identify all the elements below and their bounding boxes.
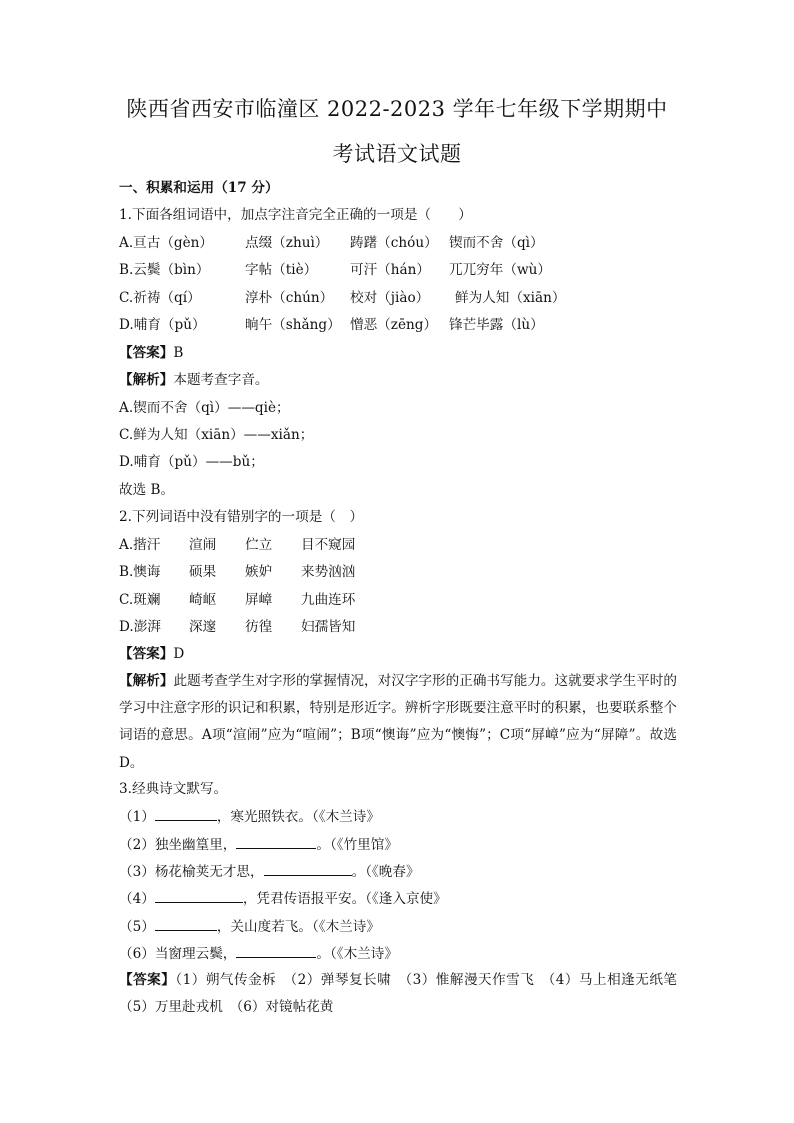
option-word: 屏嶂 [245,592,273,608]
q1-analysis-detail: C.鲜为人知（xiān）——xiǎn； [119,427,314,443]
q2-analysis [119,668,677,777]
option-word: 憎恶（zēng） [350,317,438,333]
answer-blank [155,806,217,821]
option-word: B.云鬓（bìn） [119,262,210,278]
option-word: 目不窥园 [301,537,356,553]
option-word: 来势汹汹 [301,564,356,580]
q3-item [119,943,398,964]
item-text: 独坐幽篁里， [154,837,237,853]
option-word: 九曲连环 [301,592,356,608]
question-1-stem: 1.下面各组词语中，加点字注音完全正确的一项是（ ） [119,207,472,223]
q2-answer [119,644,184,664]
option-word: C.斑斓 [119,592,161,608]
q3-item [119,916,380,937]
option-word: 校对（jiào） [350,290,430,306]
item-number: （5） [119,919,155,935]
q3-item [119,834,398,855]
item-text: ，寒光照铁衣。（《木兰诗》 [216,809,380,825]
analysis-text: 此题考查学生对字形的掌握情况，对汉字字形的正确书写能力。这就要求学生平时的学习中注意字形的识记和积累，特别是形近字。辨析字形既要注意平时的积累，也要联系整个词语的意思。A项“渲闹”应为“喧闹”；B项“懊诲”应为“懊悔”；C项“屏嶂”应为“屏障”。故选 D。 [119,673,678,771]
answer-label: 【答案】 [119,646,174,662]
option-word: 可汗（hán） [350,262,430,278]
question-2-stem: 2.下列词语中没有错别字的一项是（ ） [119,509,364,525]
item-number: （1） [119,809,155,825]
q3-item [119,806,380,827]
answer-value: （1）朔气传金柝 （2）弹琴复长啸 （3）惟解漫天作雪飞 （4）马上相逢无纸笔 （5）万里赴戎机 （6）对镜帖花黄 [119,972,691,1016]
answer-value: B [173,345,184,361]
option-word: C.祈祷（qí） [119,290,201,306]
answer-blank [264,861,352,876]
item-number: （3） [119,864,155,880]
item-text: 杨花榆荚无才思， [154,864,264,880]
option-word: 鲜为人知（xiān） [455,290,566,306]
q3-answer [119,967,691,1021]
item-text: 当窗理云鬓， [154,946,237,962]
q3-item [119,888,447,909]
item-number: （2） [119,837,155,853]
option-word: 晌午（shǎng） [245,317,341,333]
item-text: ，关山度若飞。（《木兰诗》 [216,919,380,935]
option-word: D.澎湃 [119,619,161,635]
option-word: 崎岖 [189,592,217,608]
answer-blank [155,888,243,903]
option-word: 字帖（tiè） [245,262,318,278]
option-word: 锲而不舍（qì） [449,235,544,251]
option-word: 踌躇（chóu） [350,235,438,251]
q1-analysis-detail: A.锲而不舍（qì）——qiè； [119,400,290,416]
answer-blank [236,834,316,849]
option-word: A.亘古（gèn） [119,235,214,251]
option-word: 兀兀穷年（wù） [449,262,551,278]
item-number: （4） [119,891,155,907]
answer-label: 【答案】 [119,972,176,988]
q1-analysis-detail: D.哺育（pǔ）——bǔ； [119,454,264,470]
option-word: 渲闹 [189,537,217,553]
option-word: 硕果 [189,564,217,580]
q1-analysis [119,370,269,390]
q1-answer [119,343,183,363]
option-word: 妇孺皆知 [301,619,356,635]
option-word: 伫立 [245,537,273,553]
document-title-line2: 考试语文试题 [332,142,462,166]
item-number: （6） [119,946,155,962]
item-text: 。（《木兰诗》 [316,946,398,962]
option-word: B.懊诲 [119,564,161,580]
analysis-text: 本题考查字音。 [173,372,269,388]
item-text: 。（《竹里馆》 [316,837,398,853]
question-3-stem: 3.经典诗文默写。 [119,781,228,797]
option-word: 彷徨 [245,619,273,635]
option-word: 淳朴（chún） [245,290,334,306]
analysis-label: 【解析】 [119,673,174,689]
analysis-label: 【解析】 [119,372,174,388]
section-heading: 一、积累和运用（17 分） [119,180,279,196]
item-text: 。（《晚春》 [351,864,420,880]
q3-item [119,861,420,882]
option-word: 点缀（zhuì） [245,235,329,251]
answer-value: D [173,646,185,662]
option-word: A.揩汗 [119,537,161,553]
option-word: 锋芒毕露（lù） [449,317,544,333]
option-word: 深邃 [189,619,217,635]
document-title-line1: 陕西省西安市临潼区 2022-2023 学年七年级下学期期中 [126,97,668,121]
q1-conclusion: 故选 B。 [119,482,175,498]
answer-blank [236,943,316,958]
answer-label: 【答案】 [119,345,174,361]
option-word: D.哺育（pǔ） [119,317,206,333]
item-text: ，凭君传语报平安。（《逢入京使》 [242,891,447,907]
option-word: 嫉妒 [245,564,273,580]
answer-blank [155,916,217,931]
